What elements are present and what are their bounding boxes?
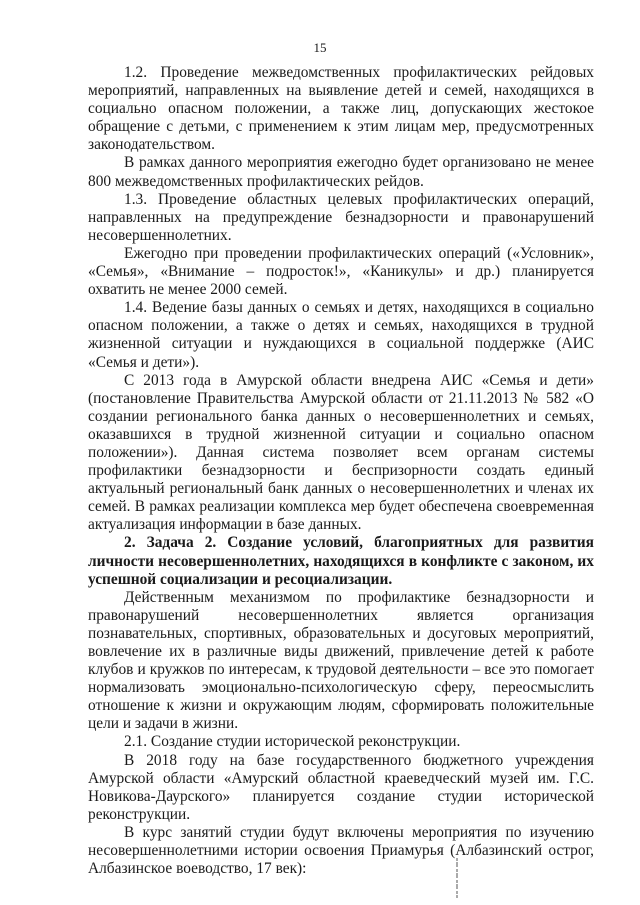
paragraph-operations: Ежегодно при проведении профилактических операций («Условник», «Семья», «Внимание – подросток!», «Каникулы» и др.) планируется охватить не менее 2000 семей. (88, 244, 594, 299)
paragraph-1-4: 1.4. Ведение базы данных о семьях и детях, находящихся в социально опасном положении, а также о детях и семьях, находящихся в трудной жизненной ситуации и нуждающихся в социальной поддержке (АИС «Семья и дети»). (88, 299, 594, 371)
paragraph-mechanism: Действенным механизмом по профилактике безнадзорности и правонарушений несовершеннолетних является организация познавательных, спортивных, образовательных и досуговых мероприятий, вовлечение их в различные виды движений, привлечение детей к работе клубов и кружков по интересам, к трудовой деятельности – все это помогает нормализовать эмоционально-психологическую сферу, переосмыслить отношение к жизни и окружающим людям, сформировать положительные цели и задачи в жизни. (88, 588, 594, 733)
document-body (88, 64, 594, 878)
paragraph-studio: В 2018 году на базе государственного бюджетного учреждения Амурской области «Амурский областной краеведческий музей им. Г.С. Новикова-Даурского» планируется создание студии исторической реконструкции. (88, 751, 594, 823)
page-number: 15 (313, 40, 327, 55)
paragraph-1-3: 1.3. Проведение областных целевых профилактических операций, направленных на предупреждение безнадзорности и правонарушений несовершеннолетних. (88, 190, 594, 244)
section-heading-task-2: 2. Задача 2. Создание условий, благоприятных для развития личности несовершеннолетних, находящихся в конфликте с законом, их успешной социализации и ресоциализации. (88, 534, 594, 588)
paragraph-1-2: 1.2. Проведение межведомственных профилактических рейдовых мероприятий, направленных на выявление детей и семей, находящихся в социально опасном положении, а также лиц, допускающих жестокое обращение с детьми, с применением к этим лицам мер, предусмотренных законодательством. (88, 64, 594, 154)
paragraph-ais: С 2013 года в Амурской области внедрена АИС «Семья и дети» (постановление Правительства Амурской области от 21.11.2013 № 582 «О создании регионального банка данных о несовершеннолетних и семьях, оказавшихся в трудной жизненной ситуации и социально опасном положении»). Данная система позволяет всем органам системы профилактики безнадзорности и беспризорности создать единый актуальный региональный банк данных о несовершеннолетних и членах их семей. В рамках реализации комплекса мер будет обеспечена своевременная актуализация информации в базе данных. (88, 371, 594, 534)
paragraph-raids: В рамках данного мероприятия ежегодно будет организовано не менее 800 межведомственных профилактических рейдов. (88, 154, 594, 190)
scan-artifact-mark (455, 858, 459, 898)
paragraph-2-1: 2.1. Создание студии исторической реконструкции. (124, 733, 461, 751)
paragraph-course: В курс занятий студии будут включены мероприятия по изучению несовершеннолетними истории освоения Приамурья (Албазинский острог, Албазинское воеводство, 17 век): (88, 823, 594, 878)
